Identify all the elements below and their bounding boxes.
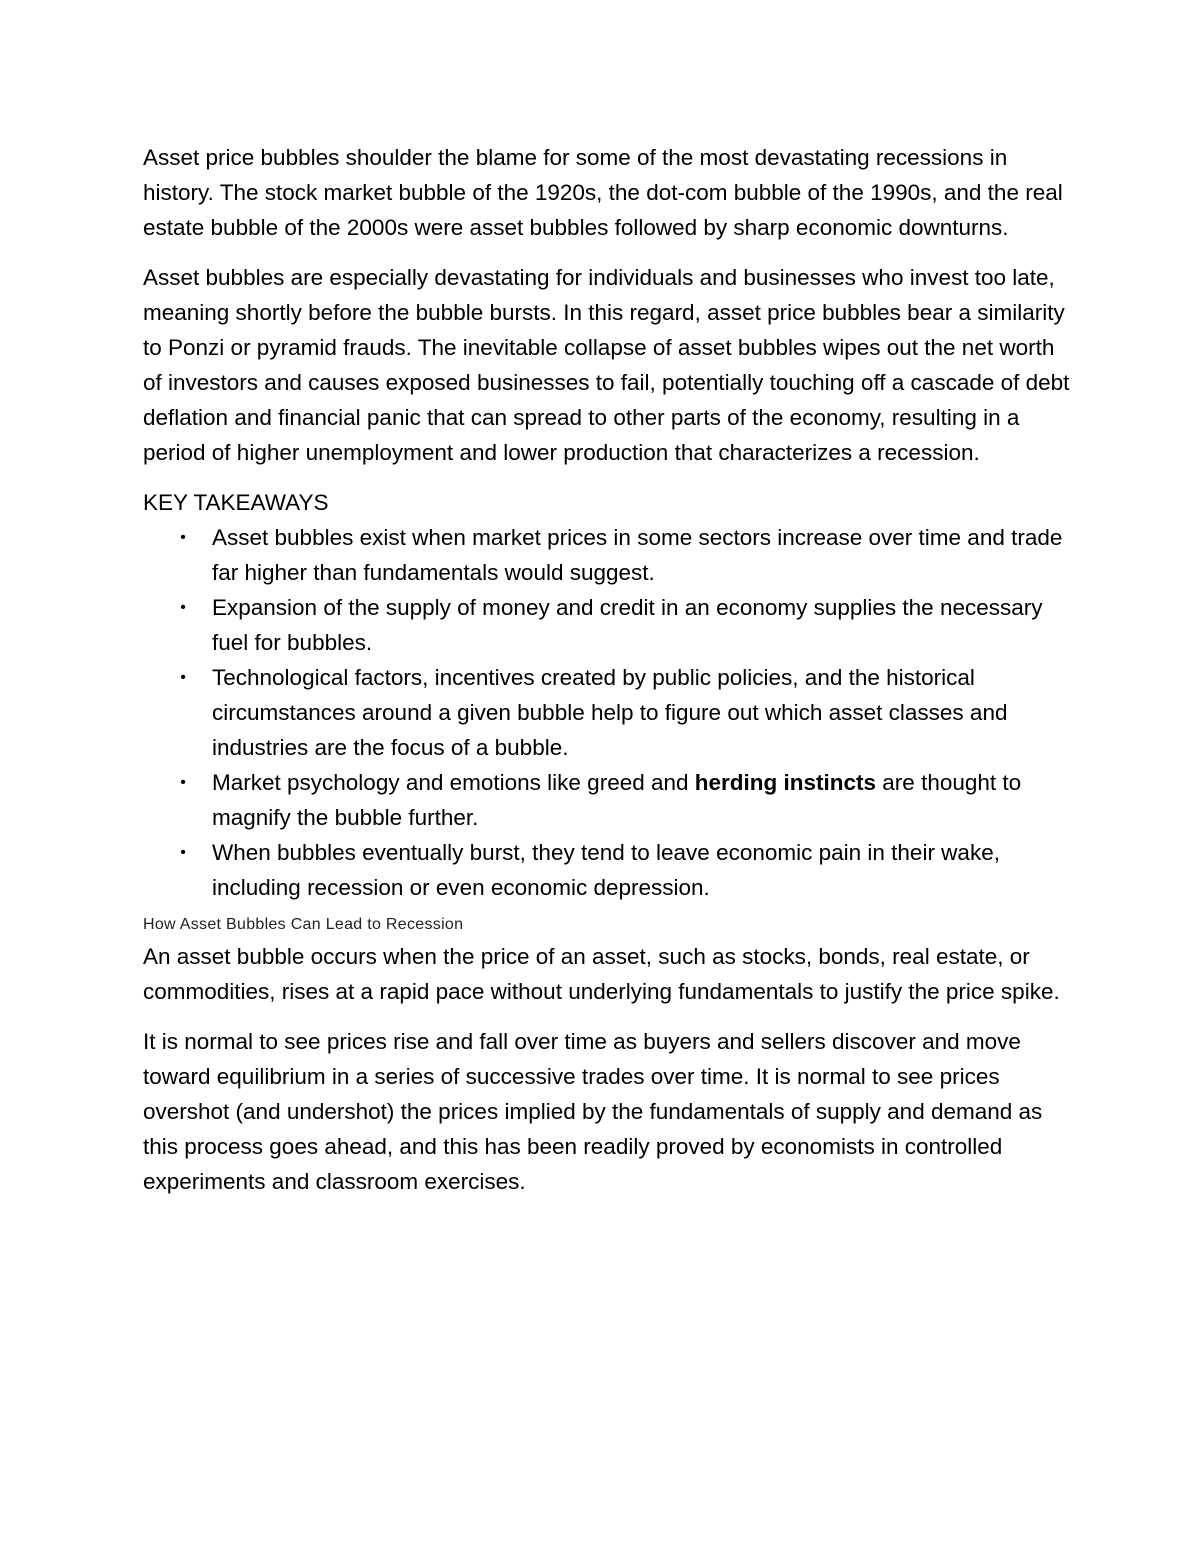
takeaway-text: Technological factors, incentives created by public policies, and the historical circumstances around a given bubble help to figure out which asset classes and industries are the focus of a bubble.: [212, 665, 1008, 760]
bullet-icon: •: [180, 599, 186, 616]
list-item: [143, 660, 1078, 765]
document-page: [143, 140, 1078, 1214]
list-item: [143, 590, 1078, 660]
takeaway-text-end: are thought to magnify the bubble further.: [212, 770, 1022, 830]
bullet-icon: •: [180, 844, 186, 861]
intro-paragraph-2: Asset bubbles are especially devastating for individuals and businesses who invest too late, meaning shortly before the bubble bursts. In this regard, asset price bubbles bear a similarity to Ponzi or pyramid frauds. The inevitable collapse of asset bubbles wipes out the net worth of investors and causes exposed businesses to fail, potentially touching off a cascade of debt deflation and financial panic that can spread to other parts of the economy, resulting in a period of higher unemployment and lower production that characterizes a recession.: [143, 265, 1070, 465]
key-takeaways-heading: KEY TAKEAWAYS: [143, 490, 329, 515]
takeaway-text: Asset bubbles exist when market prices in some sectors increase over time and trade far higher than fundamentals would suggest.: [212, 525, 1063, 585]
list-item: [143, 835, 1078, 905]
intro-paragraph-1: Asset price bubbles shoulder the blame for some of the most devastating recessions in history. The stock market bubble of the 1920s, the dot-com bubble of the 1990s, and the real estate bubble of the 2000s were asset bubbles followed by sharp economic downturns.: [143, 145, 1063, 240]
takeaway-text-start: Market psychology and emotions like greed and: [212, 770, 695, 795]
key-takeaways-list: [143, 520, 1078, 905]
bullet-icon: •: [180, 774, 186, 791]
bullet-icon: •: [180, 669, 186, 686]
section-heading: How Asset Bubbles Can Lead to Recession: [143, 916, 464, 933]
takeaway-text: When bubbles eventually burst, they tend to leave economic pain in their wake, including recession or even economic depression.: [212, 840, 1000, 900]
bullet-icon: •: [180, 529, 186, 546]
list-item: [143, 765, 1078, 835]
list-item: [143, 520, 1078, 590]
section-paragraph-1: An asset bubble occurs when the price of an asset, such as stocks, bonds, real estate, or commodities, rises at a rapid pace without underlying fundamentals to justify the price spike.: [143, 944, 1060, 1004]
takeaway-text: Expansion of the supply of money and credit in an economy supplies the necessary fuel for bubbles.: [212, 595, 1043, 655]
section-paragraph-2: It is normal to see prices rise and fall over time as buyers and sellers discover and move toward equilibrium in a series of successive trades over time. It is normal to see prices overshot (and undershot) the prices implied by the fundamentals of supply and demand as this process goes ahead, and this has been readily proved by economists in controlled experiments and classroom exercises.: [143, 1029, 1043, 1194]
herding-instincts-bold: herding instincts: [694, 770, 877, 795]
